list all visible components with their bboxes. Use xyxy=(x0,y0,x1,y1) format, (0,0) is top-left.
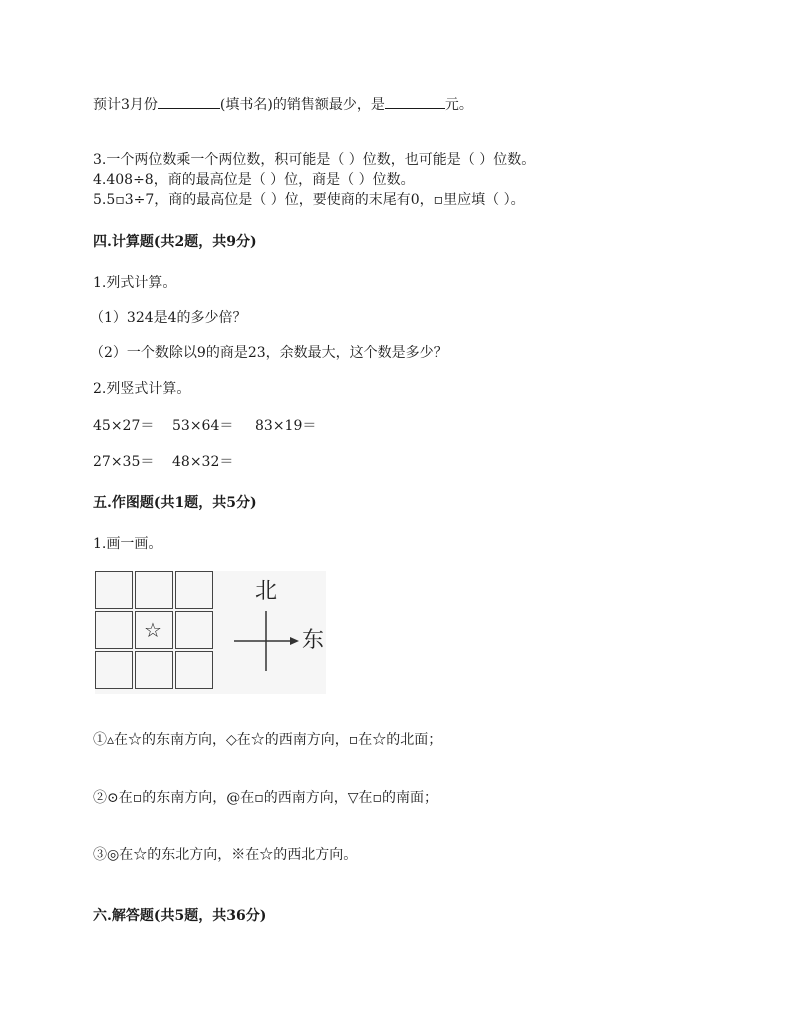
section-5-item-3: ③◎在☆的东北方向，※在☆的西北方向。 xyxy=(93,847,358,863)
answer-blank[interactable] xyxy=(385,94,445,109)
intro-middle: (填书名)的销售额最少，是 xyxy=(219,97,385,113)
direction-figure xyxy=(95,571,326,694)
section-5-item-1: ①▵在☆的东南方向，◇在☆的西南方向，▫在☆的北面； xyxy=(93,732,443,748)
north-label: 北 xyxy=(255,579,278,604)
section-4-q1: 1.列式计算。 xyxy=(93,275,177,291)
calc-item: 27×35＝ xyxy=(93,454,155,470)
section-5-q1: 1.画一画。 xyxy=(93,536,163,552)
section-6-title: 六.解答题(共5题，共36分) xyxy=(93,908,267,924)
section-4-q1-sub2: （2）一个数除以9的商是23，余数最大，这个数是多少？ xyxy=(90,345,448,361)
east-label: 东 xyxy=(302,628,325,653)
section-4-title: 四.计算题(共2题，共9分) xyxy=(93,234,257,250)
calc-item: 53×64＝ xyxy=(172,418,234,434)
intro-line xyxy=(93,94,473,114)
section-4-q2: 2.列竖式计算。 xyxy=(93,381,191,397)
calc-item: 83×19＝ xyxy=(255,418,317,434)
compass-icon xyxy=(95,571,326,694)
calc-row-2 xyxy=(93,453,233,471)
answer-blank[interactable] xyxy=(158,94,220,109)
calc-item: 48×32＝ xyxy=(172,454,234,470)
question-3: 3.一个两位数乘一个两位数，积可能是（ ）位数，也可能是（ ）位数。 xyxy=(93,152,536,168)
calc-item: 45×27＝ xyxy=(93,418,155,434)
section-5-title: 五.作图题(共1题，共5分) xyxy=(93,495,257,511)
intro-prefix: 预计3月份 xyxy=(93,97,158,113)
section-5-item-2: ②⊙在▫的东南方向，@在▫的西南方向，▽在▫的南面； xyxy=(93,790,438,806)
intro-suffix: 元。 xyxy=(444,97,473,113)
question-4: 4.408÷8，商的最高位是（ ）位，商是（ ）位数。 xyxy=(93,172,415,188)
calc-row-1 xyxy=(93,417,316,435)
question-5: 5.5▫3÷7，商的最高位是（ ）位，要使商的末尾有0，▫里应填（ ）。 xyxy=(93,192,525,208)
star-icon: ☆ xyxy=(144,618,162,642)
section-4-q1-sub1: （1）324是4的多少倍？ xyxy=(90,310,247,326)
